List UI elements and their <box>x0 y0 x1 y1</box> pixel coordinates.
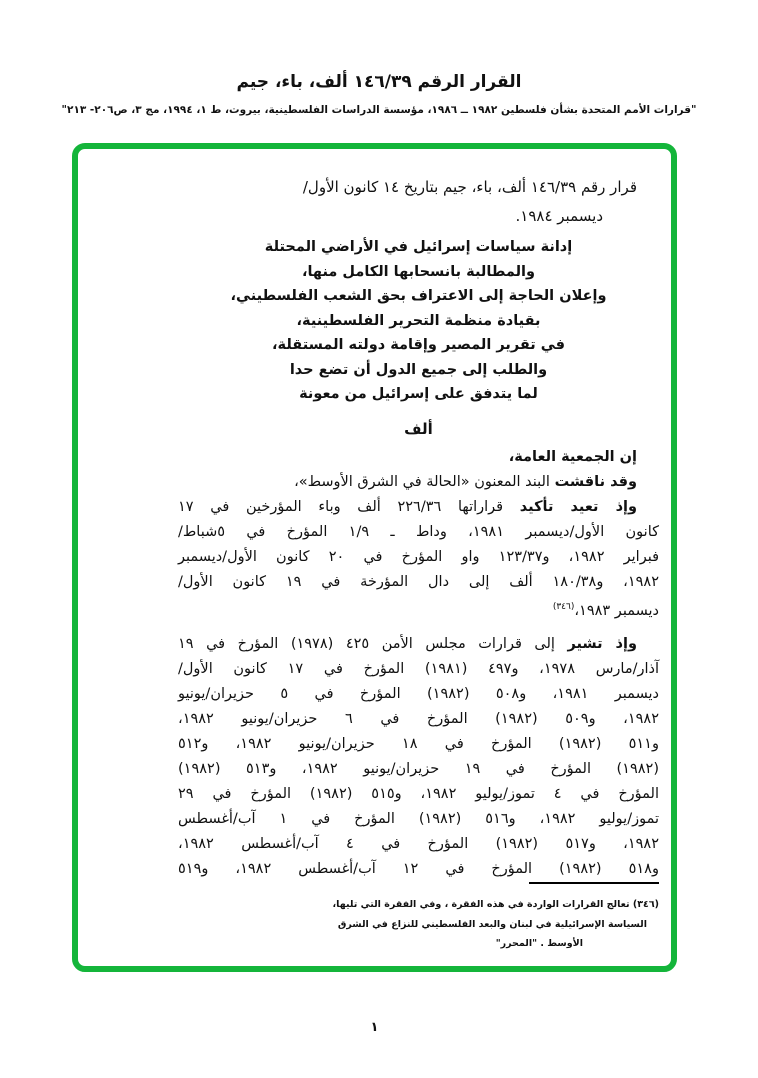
body-line: تموز/يوليو ١٩٨٢، و٥١٦ (١٩٨٢) المؤرخ في ١ آب/أغسطس <box>178 810 659 827</box>
body-line: ١٩٨٢، و٥٠٩ (١٩٨٢) المؤرخ في ٦ حزيران/يونيو ١٩٨٢، <box>178 710 659 727</box>
body-line <box>178 632 659 657</box>
resolution-box <box>72 143 677 972</box>
subject-line: إدانة سياسات إسرائيل في الأراضي المحتلة <box>264 239 573 255</box>
page-title: القرار الرقم ١٤٦/٣٩ ألف، باء، جيم <box>236 72 522 92</box>
body-line <box>178 445 659 470</box>
footnote-reference: (٣٤٦) <box>552 601 575 612</box>
subject-line: وإعلان الحاجة إلى الاعتراف بحق الشعب الفلسطيني، <box>230 288 607 304</box>
intro-line: قرار رقم ١٤٦/٣٩ ألف، باء، جيم بتاريخ ١٤ كانون الأول/ <box>302 178 637 196</box>
body-line <box>178 470 659 495</box>
body-text: إلى قرارات مجلس الأمن ٤٢٥ (١٩٧٨) المؤرخ في ١٩ <box>178 635 568 652</box>
resolution-text <box>78 149 671 966</box>
page-number: ١ <box>370 1020 379 1035</box>
subject-line: بقيادة منظمة التحرير الفلسطينية، <box>296 312 541 329</box>
body-line: و٥١١ (١٩٨٢) المؤرخ في ١٨ حزيران/يونيو ١٩٨٢، و٥١٢ <box>178 735 659 752</box>
body-line: (١٩٨٢) المؤرخ في ١٩ حزيران/يونيو ١٩٨٢، و٥١٣ (١٩٨٢) <box>178 760 659 777</box>
body-line: ديسمبر ١٩٨١، و٥٠٨ (١٩٨٢) المؤرخ في ٥ حزيران/يونيو <box>178 685 659 702</box>
body-line <box>178 495 659 520</box>
footnote-line: الأوسط . "المحرر" <box>495 938 583 949</box>
section-heading: ألف <box>404 419 433 438</box>
footnote-separator <box>529 882 659 884</box>
footnote-line: (٣٤٦) تعالج القرارات الواردة في هذه الفقرة ، وفي الفقرة التي تليها، <box>332 899 659 910</box>
intro-line: ديسمبر ١٩٨٤. <box>515 207 603 225</box>
body-line: و٥١٨ (١٩٨٢) المؤرخ في ١٢ آب/أغسطس ١٩٨٢، و٥١٩ <box>178 860 659 877</box>
body-line: فبراير ١٩٨٢، و١٢٣/٣٧ واو المؤرخ في ٢٠ كانون الأول/ديسمبر <box>178 548 660 565</box>
body-line: ١٩٨٢، و٥١٧ (١٩٨٢) المؤرخ في ٤ آب/أغسطس ١٩٨٢، <box>178 835 660 852</box>
body-line <box>178 595 659 624</box>
body-line: آذار/مارس ١٩٧٨، و٤٩٧ (١٩٨١) المؤرخ في ١٧ كانون الأول/ <box>178 660 659 677</box>
paragraph-lead: إن الجمعية العامة، <box>508 448 637 465</box>
body-text: البند المعنون «الحالة في الشرق الأوسط»، <box>294 473 555 490</box>
subject-block <box>178 235 659 407</box>
body-line: كانون الأول/ديسمبر ١٩٨١، وداط ـ ١/٩ المؤرخ في ٥شباط/ <box>178 523 660 540</box>
subject-line: في تقرير المصير وإقامة دولته المستقلة، <box>272 337 565 353</box>
paragraph-lead: وإذ تشير <box>567 635 637 652</box>
footnote-block <box>332 895 659 954</box>
paragraph-lead: وقد ناقشت <box>554 473 637 490</box>
footnote-line: السياسة الإسرائيلية في لبنان والبعد الفلسطيني للنزاع في الشرق <box>337 918 647 930</box>
subject-line: والطلب إلى جميع الدول أن تضع حدا <box>289 361 548 378</box>
subject-line: والمطالبة بانسحابها الكامل منها، <box>301 263 536 280</box>
subject-line: لما يتدفق على إسرائيل من معونة <box>299 386 538 402</box>
body-line: ١٩٨٢، و١٨٠/٣٨ ألف إلى دال المؤرخة في ١٩ كانون الأول/ <box>178 573 659 590</box>
paragraph-lead: وإذ تعيد تأكيد <box>519 498 637 515</box>
body-text: قراراتها ٢٢٦/٣٦ ألف وباء المؤرخين في ١٧ <box>178 498 520 515</box>
body-line: المؤرخ في ٤ تموز/يوليو ١٩٨٢، و٥١٥ (١٩٨٢) المؤرخ في ٢٩ <box>178 785 660 802</box>
source-citation: "قرارات الأمم المتحدة بشأن فلسطين ١٩٨٢ ــ ١٩٨٦، مؤسسة الدراسات الفلسطينية، بيروت، ط ١، ١٩٩٤، مج ٣، ص٢٠٦- ٢١٣" <box>61 104 697 116</box>
body-text: ديسمبر ١٩٨٣، <box>574 602 659 619</box>
